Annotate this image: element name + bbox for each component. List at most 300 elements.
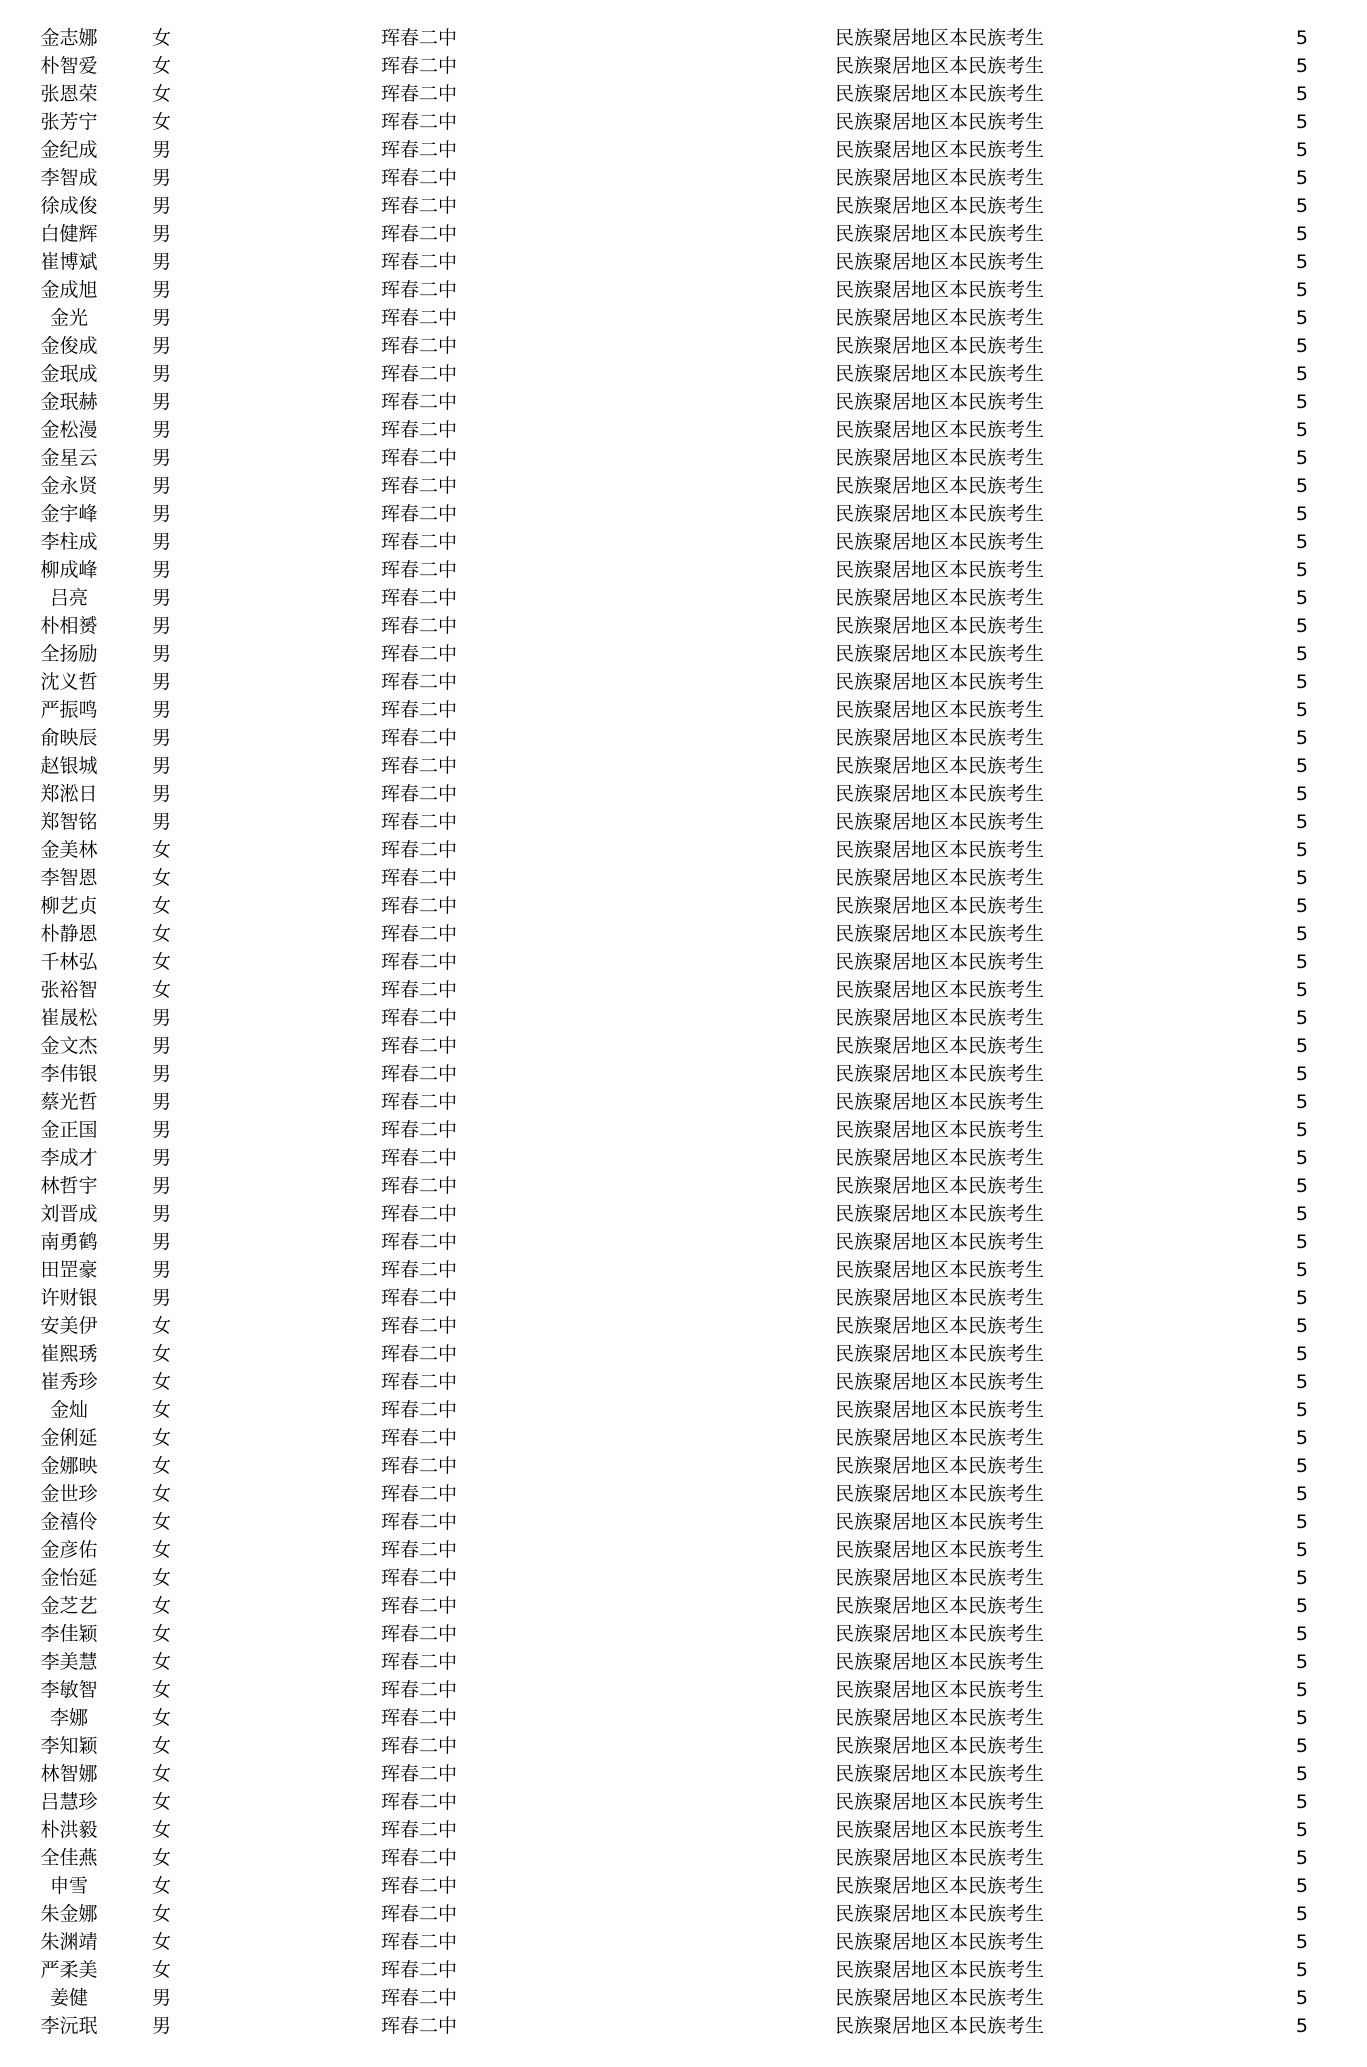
table-row (0, 1228, 1367, 1256)
table-row (0, 52, 1367, 80)
table-row (0, 948, 1367, 976)
student-category: 民族聚居地区本民族考生 (835, 1679, 1045, 1701)
table-row (0, 1004, 1367, 1032)
student-score: 5 (1295, 951, 1308, 973)
table-row (0, 80, 1367, 108)
table-row (0, 724, 1367, 752)
student-category: 民族聚居地区本民族考生 (835, 1147, 1045, 1169)
student-score: 5 (1295, 1679, 1308, 1701)
student-gender: 男 (152, 699, 172, 721)
student-name: 柳成峰 (40, 559, 98, 581)
student-name: 金永贤 (40, 475, 98, 497)
student-gender: 女 (152, 1511, 172, 1533)
table-row (0, 668, 1367, 696)
student-score: 5 (1295, 195, 1308, 217)
student-school: 珲春二中 (381, 1119, 458, 1141)
student-score: 5 (1295, 55, 1308, 77)
student-name: 金美林 (40, 839, 98, 861)
student-school: 珲春二中 (381, 167, 458, 189)
student-name: 徐成俊 (40, 195, 98, 217)
student-school: 珲春二中 (381, 1679, 458, 1701)
student-school: 珲春二中 (381, 1623, 458, 1645)
student-school: 珲春二中 (381, 1147, 458, 1169)
student-gender: 男 (152, 1119, 172, 1141)
student-gender: 男 (152, 559, 172, 581)
student-name: 金怡延 (40, 1567, 98, 1589)
student-name: 许财银 (40, 1287, 98, 1309)
table-row (0, 780, 1367, 808)
student-name: 金星云 (40, 447, 98, 469)
student-gender: 男 (152, 503, 172, 525)
student-category: 民族聚居地区本民族考生 (835, 475, 1045, 497)
student-category: 民族聚居地区本民族考生 (835, 335, 1045, 357)
student-name: 吕亮 (49, 587, 88, 609)
student-category: 民族聚居地区本民族考生 (835, 1987, 1045, 2009)
table-row (0, 388, 1367, 416)
student-score: 5 (1295, 1735, 1308, 1757)
student-category: 民族聚居地区本民族考生 (835, 1119, 1045, 1141)
table-row (0, 1116, 1367, 1144)
student-name: 刘晋成 (40, 1203, 98, 1225)
student-school: 珲春二中 (381, 1791, 458, 1813)
student-school: 珲春二中 (381, 1343, 458, 1365)
student-name: 金珉成 (40, 363, 98, 385)
student-gender: 女 (152, 1539, 172, 1561)
table-row (0, 220, 1367, 248)
student-score: 5 (1295, 1707, 1308, 1729)
student-school: 珲春二中 (381, 1511, 458, 1533)
table-row (0, 1200, 1367, 1228)
student-score: 5 (1295, 783, 1308, 805)
student-school: 珲春二中 (381, 195, 458, 217)
student-gender: 女 (152, 1651, 172, 1673)
student-category: 民族聚居地区本民族考生 (835, 1567, 1045, 1589)
student-score: 5 (1295, 139, 1308, 161)
table-row (0, 24, 1367, 52)
student-name: 李柱成 (40, 531, 98, 553)
student-school: 珲春二中 (381, 1091, 458, 1113)
student-score: 5 (1295, 1483, 1308, 1505)
student-category: 民族聚居地区本民族考生 (835, 251, 1045, 273)
table-row (0, 1396, 1367, 1424)
student-score: 5 (1295, 1539, 1308, 1561)
student-school: 珲春二中 (381, 1063, 458, 1085)
student-score: 5 (1295, 1623, 1308, 1645)
student-category: 民族聚居地区本民族考生 (835, 1875, 1045, 1897)
student-gender: 男 (152, 335, 172, 357)
student-school: 珲春二中 (381, 1847, 458, 1869)
student-name: 沈义哲 (40, 671, 98, 693)
student-score: 5 (1295, 727, 1308, 749)
student-name: 金珉赫 (40, 391, 98, 413)
student-category: 民族聚居地区本民族考生 (835, 27, 1045, 49)
table-row (0, 1340, 1367, 1368)
student-school: 珲春二中 (381, 335, 458, 357)
student-score: 5 (1295, 447, 1308, 469)
student-name: 李敏智 (40, 1679, 98, 1701)
student-category: 民族聚居地区本民族考生 (835, 1511, 1045, 1533)
student-score: 5 (1295, 363, 1308, 385)
table-row (0, 360, 1367, 388)
table-row (0, 472, 1367, 500)
student-name: 金宇峰 (40, 503, 98, 525)
student-school: 珲春二中 (381, 1259, 458, 1281)
student-school: 珲春二中 (381, 559, 458, 581)
student-name: 崔熙琇 (40, 1343, 98, 1365)
table-row (0, 1060, 1367, 1088)
student-score: 5 (1295, 1987, 1308, 2009)
student-name: 南勇鹤 (40, 1231, 98, 1253)
student-gender: 女 (152, 1931, 172, 1953)
student-gender: 男 (152, 1259, 172, 1281)
student-category: 民族聚居地区本民族考生 (835, 559, 1045, 581)
student-score: 5 (1295, 755, 1308, 777)
student-category: 民族聚居地区本民族考生 (835, 1735, 1045, 1757)
student-category: 民族聚居地区本民族考生 (835, 111, 1045, 133)
table-row (0, 1256, 1367, 1284)
table-row (0, 1592, 1367, 1620)
student-school: 珲春二中 (381, 643, 458, 665)
student-gender: 男 (152, 671, 172, 693)
student-score: 5 (1295, 2015, 1308, 2037)
student-gender: 男 (152, 1987, 172, 2009)
student-category: 民族聚居地区本民族考生 (835, 755, 1045, 777)
table-row (0, 1564, 1367, 1592)
student-category: 民族聚居地区本民族考生 (835, 55, 1045, 77)
student-score: 5 (1295, 1959, 1308, 1981)
student-school: 珲春二中 (381, 671, 458, 693)
student-gender: 女 (152, 1735, 172, 1757)
table-row (0, 584, 1367, 612)
student-gender: 男 (152, 1175, 172, 1197)
student-category: 民族聚居地区本民族考生 (835, 447, 1045, 469)
student-category: 民族聚居地区本民族考生 (835, 2015, 1045, 2037)
student-name: 金世珍 (40, 1483, 98, 1505)
table-row (0, 864, 1367, 892)
student-name: 朴洪毅 (40, 1819, 98, 1841)
student-category: 民族聚居地区本民族考生 (835, 1483, 1045, 1505)
student-category: 民族聚居地区本民族考生 (835, 1847, 1045, 1869)
student-score: 5 (1295, 867, 1308, 889)
student-gender: 女 (152, 895, 172, 917)
table-row (0, 1956, 1367, 1984)
student-gender: 女 (152, 111, 172, 133)
student-category: 民族聚居地区本民族考生 (835, 979, 1045, 1001)
student-name: 张裕智 (40, 979, 98, 1001)
student-school: 珲春二中 (381, 783, 458, 805)
student-category: 民族聚居地区本民族考生 (835, 307, 1045, 329)
table-row (0, 2012, 1367, 2040)
student-category: 民族聚居地区本民族考生 (835, 531, 1045, 553)
student-category: 民族聚居地区本民族考生 (835, 923, 1045, 945)
student-category: 民族聚居地区本民族考生 (835, 671, 1045, 693)
table-row (0, 1732, 1367, 1760)
table-row (0, 1984, 1367, 2012)
student-score: 5 (1295, 1399, 1308, 1421)
student-gender: 女 (152, 1595, 172, 1617)
student-school: 珲春二中 (381, 111, 458, 133)
student-gender: 女 (152, 83, 172, 105)
student-name: 林智娜 (40, 1763, 98, 1785)
student-gender: 女 (152, 1763, 172, 1785)
student-category: 民族聚居地区本民族考生 (835, 1231, 1045, 1253)
table-row (0, 1928, 1367, 1956)
table-row (0, 808, 1367, 836)
student-category: 民族聚居地区本民族考生 (835, 1707, 1045, 1729)
student-name: 柳艺贞 (40, 895, 98, 917)
student-score: 5 (1295, 1287, 1308, 1309)
student-name: 郑淞日 (40, 783, 98, 805)
student-gender: 女 (152, 839, 172, 861)
student-gender: 女 (152, 923, 172, 945)
student-name: 金成旭 (40, 279, 98, 301)
student-category: 民族聚居地区本民族考生 (835, 699, 1045, 721)
student-gender: 女 (152, 27, 172, 49)
student-name: 金光 (49, 307, 88, 329)
student-category: 民族聚居地区本民族考生 (835, 643, 1045, 665)
student-name: 俞映辰 (40, 727, 98, 749)
student-name: 严振鸣 (40, 699, 98, 721)
student-name: 李智恩 (40, 867, 98, 889)
student-name: 李伟银 (40, 1063, 98, 1085)
student-category: 民族聚居地区本民族考生 (835, 1623, 1045, 1645)
student-school: 珲春二中 (381, 279, 458, 301)
table-row (0, 1032, 1367, 1060)
table-row (0, 416, 1367, 444)
student-school: 珲春二中 (381, 951, 458, 973)
student-school: 珲春二中 (381, 1567, 458, 1589)
student-school: 珲春二中 (381, 1735, 458, 1757)
student-score: 5 (1295, 83, 1308, 105)
student-gender: 女 (152, 1959, 172, 1981)
student-name: 全扬励 (40, 643, 98, 665)
student-score: 5 (1295, 895, 1308, 917)
student-name: 全佳燕 (40, 1847, 98, 1869)
table-row (0, 976, 1367, 1004)
table-row (0, 444, 1367, 472)
student-category: 民族聚居地区本民族考生 (835, 167, 1045, 189)
student-category: 民族聚居地区本民族考生 (835, 1903, 1045, 1925)
table-row (0, 276, 1367, 304)
table-row (0, 752, 1367, 780)
table-row (0, 164, 1367, 192)
student-score: 5 (1295, 27, 1308, 49)
table-row (0, 1480, 1367, 1508)
student-school: 珲春二中 (381, 307, 458, 329)
student-name: 金娜映 (40, 1455, 98, 1477)
table-row (0, 1648, 1367, 1676)
student-score: 5 (1295, 1931, 1308, 1953)
student-school: 珲春二中 (381, 615, 458, 637)
student-category: 民族聚居地区本民族考生 (835, 1931, 1045, 1953)
student-school: 珲春二中 (381, 1399, 458, 1421)
student-school: 珲春二中 (381, 1707, 458, 1729)
student-gender: 男 (152, 363, 172, 385)
student-category: 民族聚居地区本民族考生 (835, 1203, 1045, 1225)
student-school: 珲春二中 (381, 895, 458, 917)
student-category: 民族聚居地区本民族考生 (835, 1959, 1045, 1981)
student-name: 蔡光哲 (40, 1091, 98, 1113)
student-school: 珲春二中 (381, 1315, 458, 1337)
student-score: 5 (1295, 1455, 1308, 1477)
student-name: 白健辉 (40, 223, 98, 245)
student-score: 5 (1295, 1595, 1308, 1617)
student-name: 郑智铭 (40, 811, 98, 833)
table-row (0, 528, 1367, 556)
student-school: 珲春二中 (381, 839, 458, 861)
student-name: 吕慧珍 (40, 1791, 98, 1813)
student-category: 民族聚居地区本民族考生 (835, 1063, 1045, 1085)
student-school: 珲春二中 (381, 419, 458, 441)
table-row (0, 612, 1367, 640)
table-row (0, 1368, 1367, 1396)
student-gender: 男 (152, 391, 172, 413)
student-score: 5 (1295, 1567, 1308, 1589)
student-gender: 男 (152, 1147, 172, 1169)
student-gender: 男 (152, 1287, 172, 1309)
student-category: 民族聚居地区本民族考生 (835, 1315, 1045, 1337)
student-category: 民族聚居地区本民族考生 (835, 195, 1045, 217)
table-row (0, 192, 1367, 220)
table-row (0, 332, 1367, 360)
student-name: 崔晟松 (40, 1007, 98, 1029)
student-school: 珲春二中 (381, 1231, 458, 1253)
student-score: 5 (1295, 223, 1308, 245)
student-gender: 女 (152, 1427, 172, 1449)
student-school: 珲春二中 (381, 1875, 458, 1897)
table-row (0, 892, 1367, 920)
student-category: 民族聚居地区本民族考生 (835, 1035, 1045, 1057)
student-score: 5 (1295, 1847, 1308, 1869)
student-school: 珲春二中 (381, 1539, 458, 1561)
student-gender: 男 (152, 251, 172, 273)
student-category: 民族聚居地区本民族考生 (835, 139, 1045, 161)
student-name: 金彦佑 (40, 1539, 98, 1561)
student-gender: 男 (152, 307, 172, 329)
student-score: 5 (1295, 251, 1308, 273)
student-gender: 女 (152, 1679, 172, 1701)
student-category: 民族聚居地区本民族考生 (835, 83, 1045, 105)
student-score: 5 (1295, 1175, 1308, 1197)
student-school: 珲春二中 (381, 1987, 458, 2009)
student-score: 5 (1295, 699, 1308, 721)
student-school: 珲春二中 (381, 1763, 458, 1785)
student-gender: 男 (152, 2015, 172, 2037)
student-school: 珲春二中 (381, 531, 458, 553)
student-name: 金志娜 (40, 27, 98, 49)
student-score: 5 (1295, 503, 1308, 525)
student-score: 5 (1295, 1007, 1308, 1029)
student-school: 珲春二中 (381, 251, 458, 273)
student-score: 5 (1295, 1791, 1308, 1813)
student-name: 千林弘 (40, 951, 98, 973)
student-gender: 女 (152, 1847, 172, 1869)
student-score: 5 (1295, 1091, 1308, 1113)
student-score: 5 (1295, 587, 1308, 609)
student-gender: 男 (152, 447, 172, 469)
student-school: 珲春二中 (381, 447, 458, 469)
student-gender: 女 (152, 1623, 172, 1645)
student-gender: 男 (152, 279, 172, 301)
student-score: 5 (1295, 1343, 1308, 1365)
student-gender: 男 (152, 615, 172, 637)
student-category: 民族聚居地区本民族考生 (835, 1091, 1045, 1113)
student-school: 珲春二中 (381, 1819, 458, 1841)
student-school: 珲春二中 (381, 363, 458, 385)
student-category: 民族聚居地区本民族考生 (835, 1259, 1045, 1281)
student-category: 民族聚居地区本民族考生 (835, 895, 1045, 917)
student-gender: 男 (152, 419, 172, 441)
student-name: 金文杰 (40, 1035, 98, 1057)
student-category: 民族聚居地区本民族考生 (835, 1455, 1045, 1477)
student-gender: 女 (152, 1819, 172, 1841)
student-name: 朱金娜 (40, 1903, 98, 1925)
student-category: 民族聚居地区本民族考生 (835, 1175, 1045, 1197)
table-row (0, 1312, 1367, 1340)
student-school: 珲春二中 (381, 391, 458, 413)
student-score: 5 (1295, 615, 1308, 637)
student-score: 5 (1295, 1651, 1308, 1673)
student-score: 5 (1295, 307, 1308, 329)
student-gender: 男 (152, 167, 172, 189)
student-score: 5 (1295, 1763, 1308, 1785)
student-name: 金禧伶 (40, 1511, 98, 1533)
student-name: 金正国 (40, 1119, 98, 1141)
student-gender: 男 (152, 1007, 172, 1029)
student-name: 林哲宇 (40, 1175, 98, 1197)
student-gender: 女 (152, 867, 172, 889)
student-gender: 女 (152, 55, 172, 77)
table-row (0, 836, 1367, 864)
student-school: 珲春二中 (381, 1903, 458, 1925)
student-score: 5 (1295, 1035, 1308, 1057)
student-school: 珲春二中 (381, 83, 458, 105)
student-category: 民族聚居地区本民族考生 (835, 783, 1045, 805)
student-school: 珲春二中 (381, 699, 458, 721)
student-name: 安美伊 (40, 1315, 98, 1337)
student-gender: 男 (152, 643, 172, 665)
table-row (0, 1844, 1367, 1872)
student-name: 朴智爱 (40, 55, 98, 77)
student-category: 民族聚居地区本民族考生 (835, 1595, 1045, 1617)
student-gender: 女 (152, 1903, 172, 1925)
student-score: 5 (1295, 643, 1308, 665)
student-score: 5 (1295, 1063, 1308, 1085)
student-gender: 女 (152, 1371, 172, 1393)
student-gender: 女 (152, 951, 172, 973)
student-score: 5 (1295, 839, 1308, 861)
student-gender: 女 (152, 1343, 172, 1365)
student-school: 珲春二中 (381, 1651, 458, 1673)
student-school: 珲春二中 (381, 1287, 458, 1309)
student-gender: 男 (152, 1231, 172, 1253)
student-score: 5 (1295, 1875, 1308, 1897)
student-school: 珲春二中 (381, 1427, 458, 1449)
student-name: 金俊成 (40, 335, 98, 357)
table-row (0, 1536, 1367, 1564)
student-school: 珲春二中 (381, 727, 458, 749)
student-name: 金纪成 (40, 139, 98, 161)
student-school: 珲春二中 (381, 1007, 458, 1029)
student-category: 民族聚居地区本民族考生 (835, 587, 1045, 609)
student-school: 珲春二中 (381, 811, 458, 833)
student-gender: 男 (152, 587, 172, 609)
table-row (0, 1788, 1367, 1816)
student-category: 民族聚居地区本民族考生 (835, 223, 1045, 245)
student-category: 民族聚居地区本民族考生 (835, 727, 1045, 749)
table-row (0, 1816, 1367, 1844)
student-score: 5 (1295, 1147, 1308, 1169)
